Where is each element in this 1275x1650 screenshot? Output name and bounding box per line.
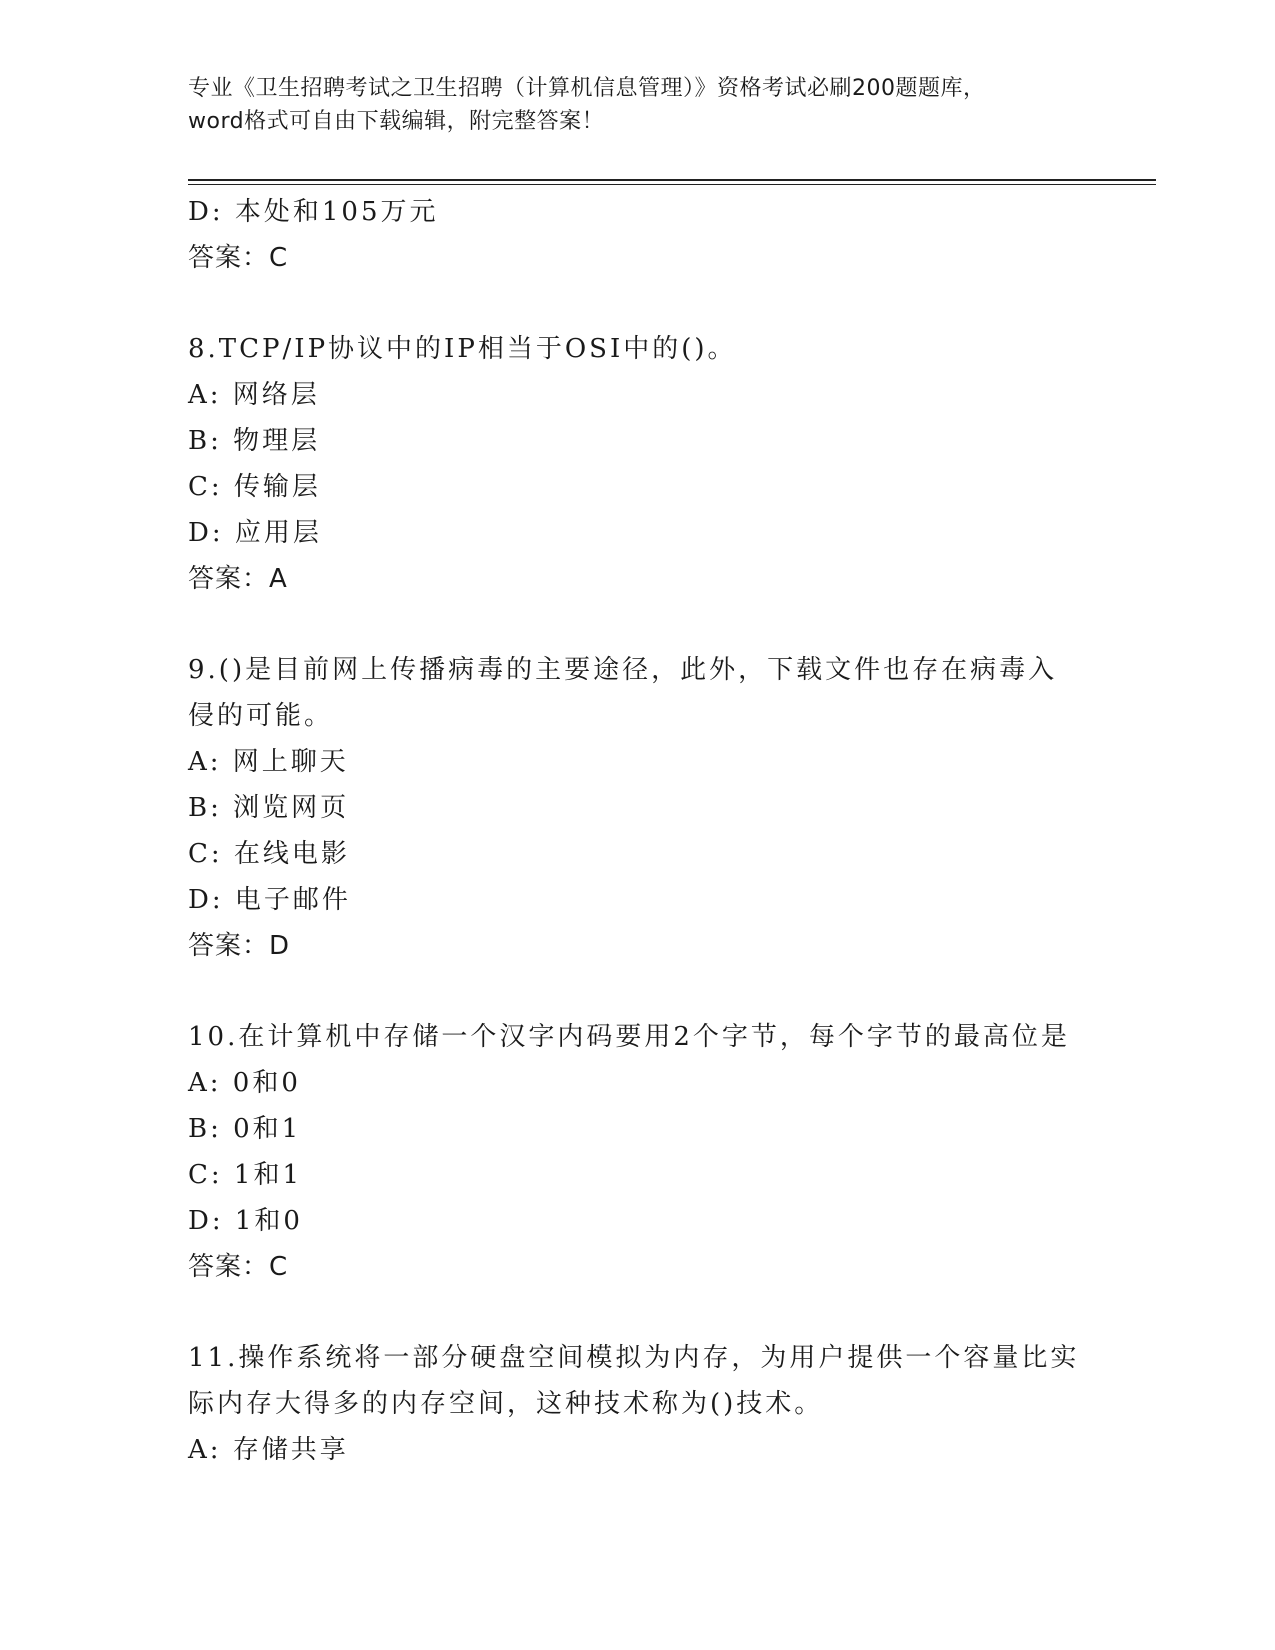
question-10-option-b: B: 0和1 <box>188 1114 302 1144</box>
question-8-text: 8.TCP/IP协议中的IP相当于OSI中的()。 <box>188 334 737 364</box>
spacer <box>188 969 1088 1014</box>
header-title-line-1: 专业《卫生招聘考试之卫生招聘（计算机信息管理）》资格考试必刷200题题库， <box>188 76 986 101</box>
question-9-option-d: D: 电子邮件 <box>188 885 351 915</box>
question-9-text-line-1: 9.()是目前网上传播病毒的主要途径，此外，下载文件也存在病毒入 <box>188 655 1058 685</box>
question-11-text-line-2: 际内存大得多的内存空间，这种技术称为()技术。 <box>188 1389 824 1419</box>
question-11 <box>188 1335 1088 1473</box>
question-10 <box>188 1014 1088 1290</box>
question-10-option-c: C: 1和1 <box>188 1160 303 1190</box>
question-10-option-a: A: 0和0 <box>188 1068 301 1098</box>
header-divider <box>188 179 1156 185</box>
question-8 <box>188 326 1088 602</box>
header-title-line-2: word格式可自由下载编辑，附完整答案！ <box>188 109 605 134</box>
spacer <box>188 1290 1088 1335</box>
question-9-option-c: C: 在线电影 <box>188 839 350 869</box>
question-8-option-c: C: 传输层 <box>188 472 321 502</box>
spacer <box>188 281 1088 326</box>
question-8-option-d: D: 应用层 <box>188 518 322 548</box>
question-8-option-a: A: 网络层 <box>188 380 320 410</box>
spacer <box>188 602 1088 647</box>
question-10-text: 10.在计算机中存储一个汉字内码要用2个字节，每个字节的最高位是 <box>188 1022 1070 1052</box>
question-11-option-a: A: 存储共享 <box>188 1435 349 1465</box>
question-10-answer: 答案：C <box>188 1252 289 1282</box>
question-9-option-a: A: 网上聊天 <box>188 747 349 777</box>
question-9-text-line-2: 侵的可能。 <box>188 701 334 731</box>
question-8-answer: 答案：A <box>188 564 288 594</box>
carryover-answer: 答案：C <box>188 243 289 273</box>
question-list <box>188 189 1088 1473</box>
question-9-answer: 答案：D <box>188 931 291 961</box>
document-header <box>188 72 1088 138</box>
question-9 <box>188 647 1088 969</box>
question-11-text-line-1: 11.操作系统将一部分硬盘空间模拟为内存，为用户提供一个容量比实 <box>188 1343 1080 1373</box>
question-9-option-b: B: 浏览网页 <box>188 793 350 823</box>
question-8-option-b: B: 物理层 <box>188 426 321 456</box>
question-10-option-d: D: 1和0 <box>188 1206 303 1236</box>
carryover-option-d: D: 本处和105万元 <box>188 197 439 227</box>
